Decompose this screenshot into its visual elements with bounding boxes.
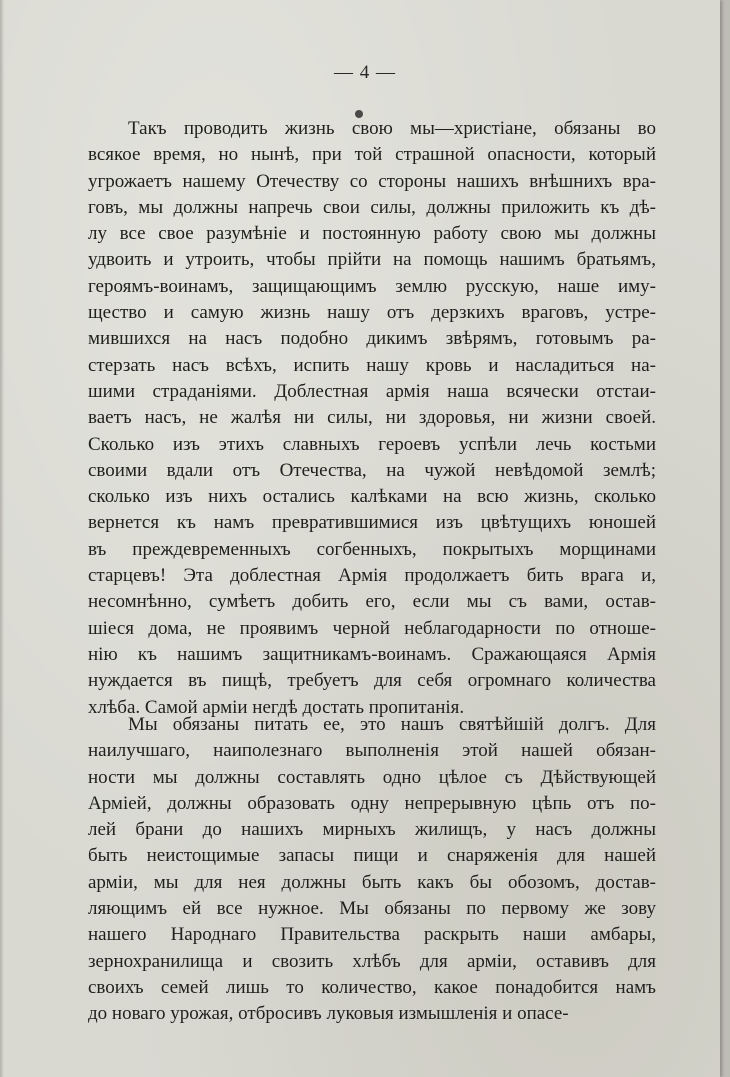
page-number: — 4 — [334,62,396,83]
paragraph-1 [88,116,656,721]
text-line: Армiей, должны образовать одну непрерывную цѣпь отъ по- [88,792,656,814]
text-line: сколько изъ нихъ остались калѣками на всю жизнь, сколько [88,486,656,508]
text-line: наилучшаго, наиполезнаго выполненiя этой нашей обязан- [88,740,656,762]
text-line: угрожаетъ нашему Отечеству со стороны нашихъ внѣшнихъ вра- [88,170,656,192]
text-line: лей брани до нашихъ мирныхъ жилищъ, у насъ должны [88,819,656,841]
text-line: своихъ семей лишь то количество, какое понадобится намъ [88,976,656,998]
text-line: удвоить и утроить, чтобы прiйти на помощь нашимъ братьямъ, [88,249,656,271]
text-line: ности мы должны составлять одно цѣлое съ Дѣйствующей [88,766,656,788]
text-line: героямъ-воинамъ, защищающимъ землю русскую, наше иму- [88,275,656,297]
text-line: хлѣба. Самой армiи негдѣ достать пропитанiя. [88,696,465,718]
text-line: быть неистощимые запасы пищи и снаряженiя для нашей [88,845,656,867]
text-line: ляющимъ ей все нужное. Мы обязаны по первому же зову [88,898,656,920]
text-line: лу все свое разумѣнiе и постоянную работу свою мы должны [88,223,656,245]
text-line: до новаго урожая, отбросивъ луковыя измышленiя и опасе- [88,1003,569,1025]
text-line: Такъ проводить жизнь свою мы—христiане, обязаны во [128,118,656,139]
text-line: шiеся дома, не проявимъ черной неблагодарности по отноше- [88,617,656,639]
text-line: армiи, мы для нея должны быть какъ бы обозомъ, достав- [88,871,656,893]
text-line: несомнѣнно, сумѣетъ добить его, если мы съ вами, остав- [88,591,656,613]
text-line: стерзать насъ всѣхъ, испить нашу кровь и насладиться на- [88,354,656,376]
text-line: нашего Народнаго Правительства раскрыть наши амбары, [88,924,656,946]
page-edge-shadow [0,0,4,1077]
text-line: зернохранилища и свозить хлѣбъ для армiи, оставивъ для [88,950,656,972]
text-line: говъ, мы должны напречь свои силы, должны приложить къ дѣ- [88,196,656,218]
text-line: нiю къ нашимъ защитникамъ-воинамъ. Сражающаяся Армiя [88,643,656,665]
paragraph-2 [88,712,656,1028]
text-line: всякое время, но нынѣ, при той страшной опасности, который [88,144,656,166]
text-line: шими страданiями. Доблестная армiя наша всячески отстаи- [88,380,656,402]
text-line: вернется къ намъ превратившимися изъ цвѣтущихъ юношей [88,512,656,534]
text-line: старцевъ! Эта доблестная Армiя продолжаетъ бить врага и, [88,565,656,587]
text-line: Сколько изъ этихъ славныхъ героевъ успѣли лечь костьми [88,433,656,455]
text-line: въ преждевременныхъ согбенныхъ, покрытыхъ морщинами [88,538,656,560]
text-line: нуждается въ пищѣ, требуетъ для себя огромнаго количества [88,670,656,692]
text-line: щество и самую жизнь нашу отъ дерзкихъ враговъ, устре- [88,302,656,324]
text-line: мившихся на насъ подобно дикимъ звѣрямъ, готовымъ ра- [88,328,656,350]
text-line: своими вдали отъ Отечества, на чужой невѣдомой землѣ; [88,459,656,481]
text-line: ваетъ насъ, не жалѣя ни силы, ни здоровья, ни жизни своей. [88,407,656,429]
text-line: Мы обязаны питать ее, это нашъ святѣйшiй долгъ. Для [128,714,656,735]
